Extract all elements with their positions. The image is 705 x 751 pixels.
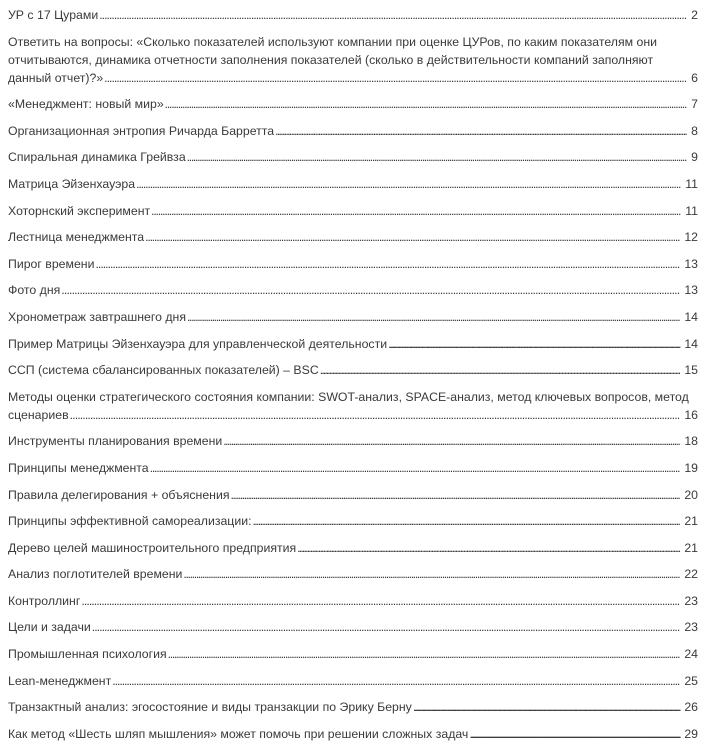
toc-page-number: 14	[684, 309, 698, 324]
toc-entry-title: Инструменты планирования времени	[8, 434, 223, 449]
dot-leader: ................................................................................................................................................................................................................................................	[230, 487, 680, 502]
toc-page-number: 13	[684, 283, 698, 298]
toc-page-number: 6	[691, 70, 698, 85]
dot-leader: ................................................................................................................................................................................................................................................	[104, 70, 687, 85]
toc-entry[interactable]	[8, 122, 698, 140]
toc-entry-title: Ответить на вопросы: «Сколько показателей используют компании при оценке ЦУРов, по каким показателям они отчитываются, динамика отчетности заполнения показателей (сколько в действительности компаний заполняют данный отчет)?»	[8, 34, 657, 85]
toc-page-number: 23	[684, 620, 698, 635]
dot-leader: ................................................................................................................................................................................................................................................	[412, 700, 680, 715]
dot-leader: ................................................................................................................................................................................................................................................	[164, 97, 687, 112]
toc-page-number: 9	[691, 150, 698, 165]
toc-entry-title: Хоторнский эксперимент	[8, 203, 151, 218]
dot-leader: ................................................................................................................................................................................................................................................	[252, 514, 680, 529]
toc-page-number: 21	[684, 540, 698, 555]
dot-leader: ................................................................................................................................................................................................................................................	[99, 8, 687, 22]
toc-entry[interactable]	[8, 308, 698, 326]
toc-page-number: 8	[691, 123, 698, 138]
dot-leader: ................................................................................................................................................................................................................................................	[297, 540, 680, 555]
toc-entry-title: Организационная энтропия Ричарда Барретта	[8, 123, 275, 138]
toc-entry-title: Lean-менеджмент	[8, 673, 112, 688]
toc-entry-title: Лестница менеджмента	[8, 230, 145, 245]
toc-page-number: 29	[684, 726, 698, 741]
toc-entry[interactable]	[8, 459, 698, 477]
toc-entry-title: Фото дня	[8, 283, 61, 298]
toc-entry-title: ССП (система сбалансированных показателей) – BSC	[8, 363, 319, 378]
dot-leader: ................................................................................................................................................................................................................................................	[319, 363, 680, 378]
toc-page-number: 26	[684, 700, 698, 715]
toc-page-number: 7	[691, 97, 698, 112]
toc-page-number: 25	[684, 673, 698, 688]
toc-entry[interactable]	[8, 698, 698, 716]
toc-entry[interactable]	[8, 202, 698, 220]
toc-page-number: 23	[684, 593, 698, 608]
toc-page-number: 24	[684, 647, 698, 662]
dot-leader: ................................................................................................................................................................................................................................................	[91, 620, 680, 635]
toc-entry-title: Промышленная психология	[8, 647, 167, 662]
toc-entry-title: Как метод «Шесть шляп мышления» может помочь при решении сложных задач	[8, 726, 469, 741]
toc-entry[interactable]	[8, 361, 698, 379]
dot-leader: ................................................................................................................................................................................................................................................	[81, 593, 680, 608]
toc-entry[interactable]	[8, 6, 698, 24]
toc-entry-title: Принципы эффективной самореализации:	[8, 514, 252, 529]
toc-entry-title: Правила делегирования + объяснения	[8, 487, 230, 502]
toc-entry[interactable]	[8, 95, 698, 113]
dot-leader: ................................................................................................................................................................................................................................................	[469, 726, 680, 741]
toc-page-number: 11	[685, 176, 698, 191]
toc-entry-title: УР с 17 Цурами	[8, 8, 99, 22]
dot-leader: ................................................................................................................................................................................................................................................	[69, 407, 680, 422]
dot-leader: ................................................................................................................................................................................................................................................	[112, 673, 680, 688]
toc-entry[interactable]	[8, 725, 698, 743]
toc-entry[interactable]	[8, 672, 698, 690]
toc-entry[interactable]	[8, 592, 698, 610]
toc-page-number: 11	[685, 203, 698, 218]
toc-entry-title: Спиральная динамика Грейвза	[8, 150, 186, 165]
toc-entry[interactable]	[8, 175, 698, 193]
toc-entry[interactable]	[8, 335, 698, 353]
dot-leader: ................................................................................................................................................................................................................................................	[223, 434, 680, 449]
dot-leader: ................................................................................................................................................................................................................................................	[187, 309, 680, 324]
toc-entry[interactable]	[8, 539, 698, 557]
toc-entry[interactable]	[8, 255, 698, 273]
dot-leader: ................................................................................................................................................................................................................................................	[149, 460, 680, 475]
toc-page-number: 19	[684, 460, 698, 475]
toc-page-number: 15	[684, 363, 698, 378]
dot-leader: ................................................................................................................................................................................................................................................	[388, 336, 680, 351]
dot-leader: ................................................................................................................................................................................................................................................	[183, 567, 680, 582]
dot-leader: ................................................................................................................................................................................................................................................	[275, 123, 687, 138]
toc-page-number: 2	[691, 8, 698, 22]
dot-leader: ................................................................................................................................................................................................................................................	[136, 176, 681, 191]
toc-page-number: 21	[684, 514, 698, 529]
toc-entry-title: Пирог времени	[8, 256, 95, 271]
toc-entry[interactable]	[8, 281, 698, 299]
table-of-contents	[8, 6, 698, 751]
toc-entry-title: Хронометраж завтрашнего дня	[8, 309, 186, 324]
toc-entry[interactable]	[8, 33, 698, 87]
toc-entry[interactable]	[8, 486, 698, 504]
toc-entry-title: Принципы менеджмента	[8, 460, 149, 475]
toc-entry-title: Транзактный анализ: эгосостояние и виды транзакции по Эрику Берну	[8, 700, 412, 715]
toc-entry[interactable]	[8, 645, 698, 663]
toc-page-number: 16	[684, 407, 698, 422]
toc-entry[interactable]	[8, 228, 698, 246]
toc-entry[interactable]	[8, 388, 698, 424]
toc-page-number: 13	[684, 256, 698, 271]
toc-entry-title: Дерево целей машиностроительного предприятия	[8, 540, 297, 555]
dot-leader: ................................................................................................................................................................................................................................................	[167, 647, 680, 662]
dot-leader: ................................................................................................................................................................................................................................................	[151, 203, 681, 218]
dot-leader: ................................................................................................................................................................................................................................................	[61, 283, 680, 298]
toc-entry-title: Анализ поглотителей времени	[8, 567, 183, 582]
toc-page-number: 20	[684, 487, 698, 502]
toc-entry[interactable]	[8, 565, 698, 583]
dot-leader: ................................................................................................................................................................................................................................................	[95, 256, 680, 271]
toc-entry-title: «Менеджмент: новый мир»	[8, 97, 164, 112]
dot-leader: ................................................................................................................................................................................................................................................	[145, 230, 680, 245]
toc-entry-title: Матрица Эйзенхауэра	[8, 176, 136, 191]
toc-entry-title: Цели и задачи	[8, 620, 91, 635]
toc-entry[interactable]	[8, 148, 698, 166]
toc-entry[interactable]	[8, 432, 698, 450]
toc-page-number: 18	[684, 434, 698, 449]
toc-entry-title: Контроллинг	[8, 593, 81, 608]
toc-page-number: 22	[684, 567, 698, 582]
toc-entry[interactable]	[8, 512, 698, 530]
toc-entry-title: Методы оценки стратегического состояния компании: SWOT-анализ, SPACE-анализ, метод ключевых вопросов, метод сценариев	[8, 389, 689, 422]
toc-entry[interactable]	[8, 618, 698, 636]
toc-page-number: 14	[684, 336, 698, 351]
dot-leader: ................................................................................................................................................................................................................................................	[186, 150, 687, 165]
toc-page-number: 12	[684, 230, 698, 245]
toc-entry-title: Пример Матрицы Эйзенхауэра для управленческой деятельности	[8, 336, 388, 351]
